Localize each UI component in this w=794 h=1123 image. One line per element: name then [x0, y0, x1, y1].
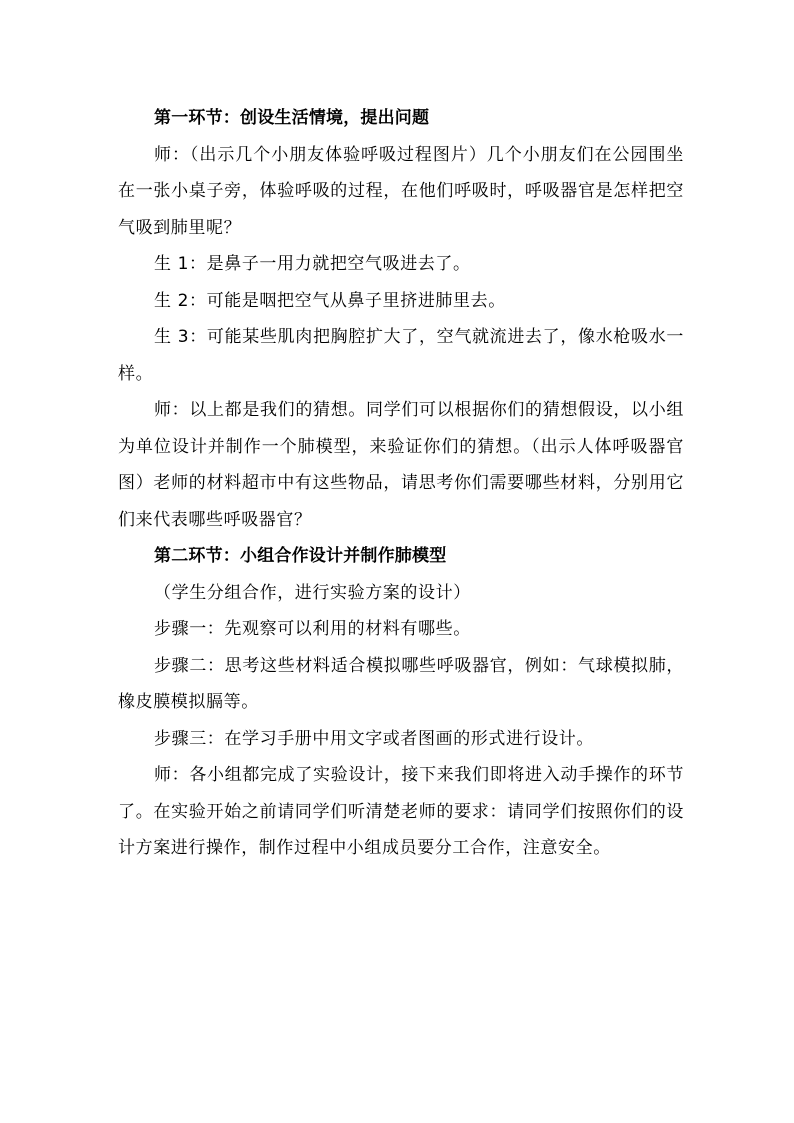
paragraph: 步骤二：思考这些材料适合模拟哪些呼吸器官，例如：气球模拟肺，橡皮膜模拟膈等。	[118, 655, 684, 712]
section-heading-2: 第二环节：小组合作设计并制作肺模型	[154, 546, 447, 566]
paragraph: 生 3：可能某些肌肉把胸腔扩大了，空气就流进去了，像水枪吸水一样。	[118, 327, 684, 384]
paragraph: 师：（出示几个小朋友体验呼吸过程图片）几个小朋友们在公园围坐在一张小桌子旁，体验呼吸的过程，在他们呼吸时，呼吸器官是怎样把空气吸到肺里呢？	[118, 144, 684, 238]
paragraph: 步骤三：在学习手册中用文字或者图画的形式进行设计。	[154, 728, 594, 749]
paragraph: 步骤一：先观察可以利用的材料有哪些。	[154, 619, 471, 639]
paragraph: 师：各小组都完成了实验设计，接下来我们即将进入动手操作的环节了。在实验开始之前请同学们听清楚老师的要求：请同学们按照你们的设计方案进行操作，制作过程中小组成员要分工合作，注意安全。	[118, 765, 684, 858]
paragraph: 生 1：是鼻子一用力就把空气吸进去了。	[154, 254, 471, 274]
document-body	[118, 100, 684, 867]
paragraph: 生 2：可能是咽把空气从鼻子里挤进肺里去。	[154, 290, 506, 311]
paragraph: 师：以上都是我们的猜想。同学们可以根据你们的猜想假设，以小组为单位设计并制作一个肺模型，来验证你们的猜想。（出示人体呼吸器官图）老师的材料超市中有这些物品，请思考你们需要哪些材料，分别用它们来代表哪些呼吸器官？	[118, 400, 684, 530]
section-heading-1: 第一环节：创设生活情境，提出问题	[154, 108, 430, 128]
paragraph: （学生分组合作，进行实验方案的设计）	[154, 582, 471, 603]
